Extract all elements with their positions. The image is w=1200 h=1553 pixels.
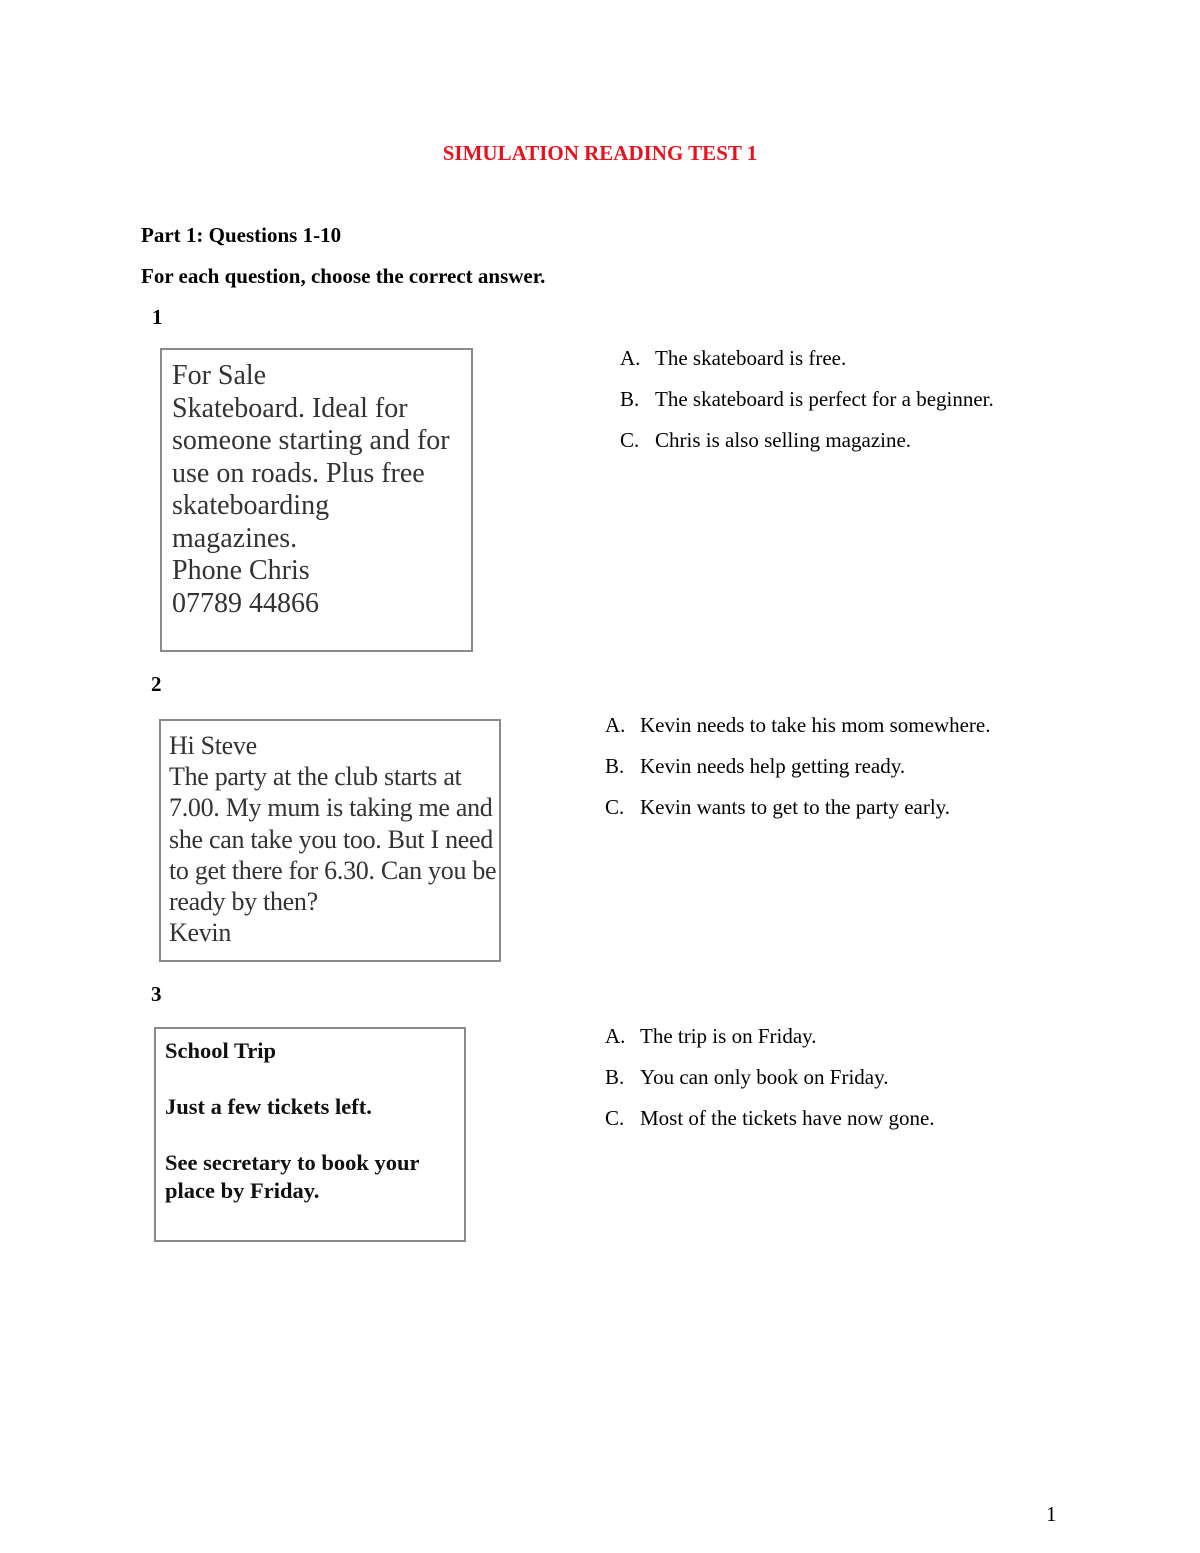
part-heading: Part 1: Questions 1-10 — [141, 223, 342, 247]
option-letter: B. — [605, 1065, 625, 1089]
question-number: 2 — [151, 672, 162, 696]
notice-spacer — [165, 1065, 455, 1093]
notice-line: 7.00. My mum is taking me and — [169, 793, 493, 823]
notice-line: skateboarding — [172, 490, 330, 521]
option-letter: C. — [605, 795, 625, 819]
notice-message — [159, 719, 501, 962]
option-text: The skateboard is free. — [655, 346, 847, 370]
option-a[interactable] — [620, 345, 994, 386]
option-letter: A. — [605, 1024, 626, 1048]
option-text: The skateboard is perfect for a beginner. — [655, 387, 994, 411]
notice-line: For Sale — [172, 360, 267, 391]
option-letter: A. — [620, 346, 641, 370]
notice-line: use on roads. Plus free — [172, 457, 425, 489]
answer-options — [605, 1023, 935, 1146]
notice-line: The party at the club starts at — [169, 762, 462, 792]
notice-line: someone starting and for — [172, 425, 450, 456]
instruction: For each question, choose the correct answer. — [141, 264, 546, 288]
option-letter: B. — [605, 754, 625, 778]
question-number: 1 — [152, 305, 163, 329]
option-letter: C. — [605, 1106, 625, 1130]
option-letter: C. — [620, 428, 640, 452]
option-c[interactable] — [620, 427, 994, 468]
page-number: 1 — [1046, 1502, 1057, 1526]
notice-line: ready by then? — [169, 887, 318, 917]
option-letter: B. — [620, 387, 640, 411]
option-b[interactable] — [605, 753, 991, 794]
page-title: SIMULATION READING TEST 1 — [442, 141, 758, 165]
notice-line: Kevin — [169, 918, 232, 948]
option-text: Kevin wants to get to the party early. — [640, 795, 951, 819]
option-c[interactable] — [605, 794, 991, 835]
option-c[interactable] — [605, 1105, 935, 1146]
option-a[interactable] — [605, 1023, 935, 1064]
option-text: Kevin needs to take his mom somewhere. — [640, 713, 991, 737]
notice-line: place by Friday. — [165, 1178, 320, 1203]
notice-spacer — [165, 1121, 455, 1149]
notice-line: 07789 44866 — [172, 587, 319, 619]
answer-options — [620, 345, 994, 468]
notice-line: magazines. — [172, 522, 298, 554]
option-b[interactable] — [620, 386, 994, 427]
notice-line: Skateboard. Ideal for — [172, 392, 408, 424]
option-b[interactable] — [605, 1064, 935, 1105]
notice-line: to get there for 6.30. Can you be — [169, 855, 497, 885]
option-text: Most of the tickets have now gone. — [640, 1106, 935, 1130]
option-text: Chris is also selling magazine. — [655, 428, 912, 452]
question-number: 3 — [151, 982, 162, 1006]
option-text: The trip is on Friday. — [640, 1024, 817, 1048]
notice-line: Just a few tickets left. — [165, 1094, 372, 1119]
answer-options — [605, 712, 991, 835]
notice-line: School Trip — [165, 1038, 277, 1063]
notice-school-trip — [154, 1027, 466, 1242]
notice-line: Hi Steve — [169, 731, 257, 760]
notice-line: See secretary to book your — [165, 1150, 420, 1175]
notice-line: Phone Chris — [172, 555, 310, 586]
option-text: You can only book on Friday. — [640, 1065, 889, 1089]
option-a[interactable] — [605, 712, 991, 753]
option-text: Kevin needs help getting ready. — [640, 754, 906, 778]
notice-line: she can take you too. But I need — [169, 824, 493, 854]
notice-for-sale — [160, 348, 473, 652]
option-letter: A. — [605, 713, 626, 737]
